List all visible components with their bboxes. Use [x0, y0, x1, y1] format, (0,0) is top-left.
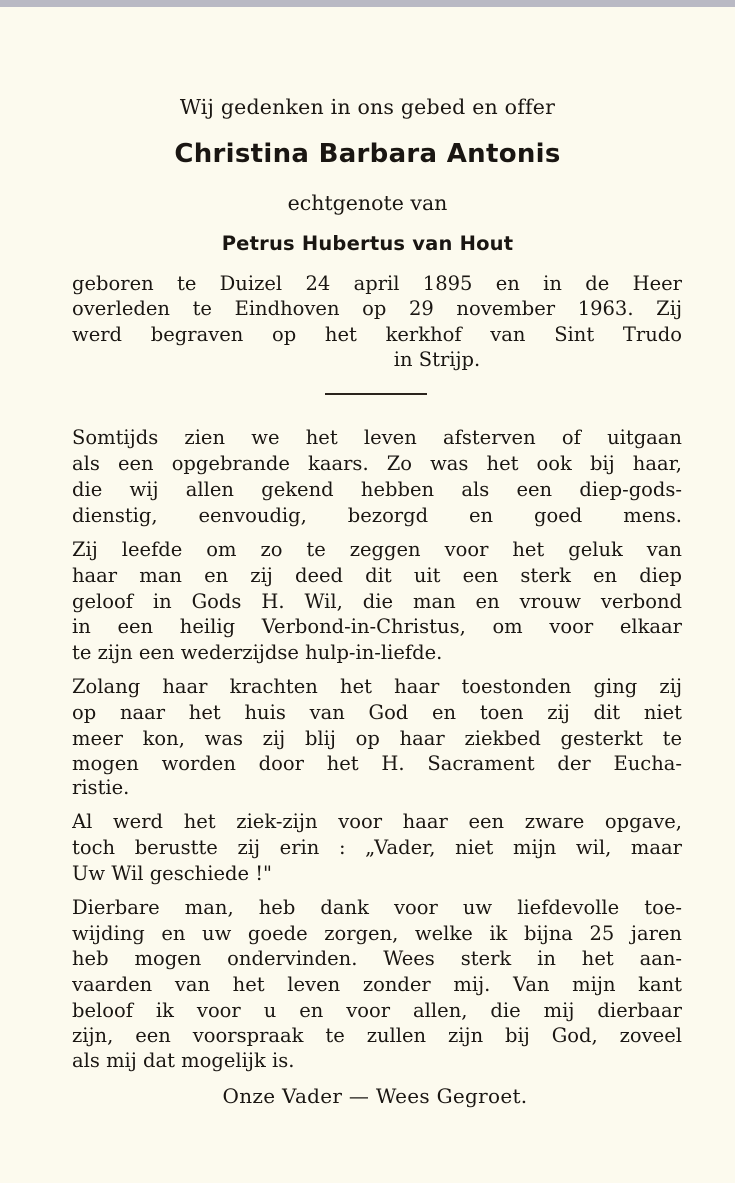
text-line: Uw Wil geschiede !" — [72, 862, 273, 885]
divider-rule — [325, 393, 427, 395]
text-line: Al werd het ziek-zijn voor haar een zware opgave, — [72, 810, 682, 833]
text-line: meer kon, was zij blij op haar ziekbed gesterkt te — [72, 727, 682, 750]
text-line: op naar het huis van God en toen zij dit niet — [72, 701, 682, 724]
text-line: haar man en zij deed dit uit een sterk en diep — [72, 564, 682, 587]
text-line: die wij allen gekend hebben als een diep-gods- — [72, 478, 682, 501]
text-line: wijding en uw goede zorgen, welke ik bijna 25 jaren — [72, 922, 682, 945]
text-line: heb mogen ondervinden. Wees sterk in het aan- — [72, 947, 682, 970]
text-line: Somtijds zien we het leven afsterven of uitgaan — [72, 426, 682, 449]
text-line: ristie. — [72, 776, 130, 799]
text-line: geloof in Gods H. Wil, die man en vrouw verbond — [72, 590, 682, 613]
intro-line: Wij gedenken in ons gebed en offer — [179, 95, 556, 119]
text-line: in een heilig Verbond-in-Christus, om voor elkaar — [72, 615, 682, 638]
text-line: als een opgebrande kaars. Zo was het ook bij haar, — [72, 452, 682, 475]
memorial-card — [0, 7, 735, 1183]
text-line: Dierbare man, heb dank voor uw liefdevolle toe- — [72, 896, 682, 919]
text-line: mogen worden door het H. Sacrament der Eucha- — [72, 752, 682, 775]
spouse-label: echtgenote van — [287, 191, 448, 215]
bio-line: overleden te Eindhoven op 29 november 1963. Zij — [72, 297, 682, 320]
prayer-line: Onze Vader — Wees Gegroet. — [222, 1084, 528, 1108]
deceased-name: Christina Barbara Antonis — [174, 139, 561, 169]
text-line: te zijn een wederzijdse hulp-in-liefde. — [72, 641, 443, 664]
text-line: als mij dat mogelijk is. — [72, 1049, 295, 1072]
text-line: Zolang haar krachten het haar toestonden ging zij — [72, 675, 682, 698]
bio-line: werd begraven op het kerkhof van Sint Trudo — [72, 323, 682, 346]
spouse-name: Petrus Hubertus van Hout — [221, 232, 514, 255]
text-line: dienstig, eenvoudig, bezorgd en goed mens. — [72, 504, 682, 527]
text-line: toch berustte zij erin : „Vader, niet mijn wil, maar — [72, 836, 682, 859]
bio-line-last: in Strijp. — [393, 348, 481, 371]
text-line: Zij leefde om zo te zeggen voor het geluk van — [72, 538, 682, 561]
text-line: zijn, een voorspraak te zullen zijn bij God, zoveel — [72, 1024, 682, 1047]
text-line: vaarden van het leven zonder mij. Van mijn kant — [72, 973, 682, 996]
top-border-strip — [0, 0, 735, 7]
text-line: beloof ik voor u en voor allen, die mij dierbaar — [72, 999, 682, 1022]
bio-line: geboren te Duizel 24 april 1895 en in de Heer — [72, 272, 682, 295]
